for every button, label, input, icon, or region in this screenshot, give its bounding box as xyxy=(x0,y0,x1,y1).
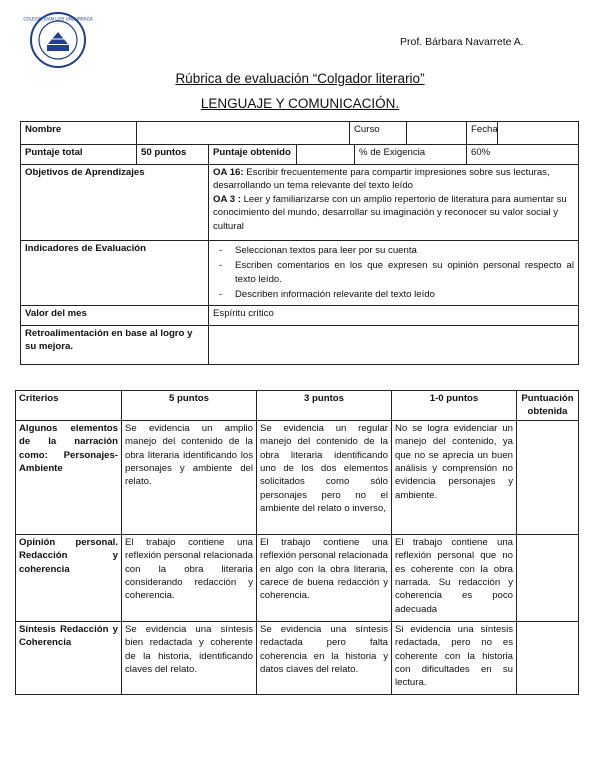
exigencia-label: % de Exigencia xyxy=(355,145,467,165)
table-row xyxy=(16,420,579,534)
level-1-cell: El trabajo contiene una reflexión personal que no es coherente con la obra narrada. Su redacción y coherencia es poco adecuada xyxy=(392,534,517,621)
indicador-item: - Describen información relevante del texto leído xyxy=(235,288,574,301)
retro-label: Retroalimentación en base al logro y su mejora. xyxy=(21,325,209,364)
score-cell[interactable] xyxy=(517,420,579,534)
rubric-header-row xyxy=(16,391,579,421)
row-objetivos xyxy=(21,165,579,241)
oa16-text: OA 16: Escribir frecuentemente para compartir impresiones sobre sus lecturas, desarrollando un tema relevante del texto leído xyxy=(213,167,550,192)
author-name: Prof. Bárbara Navarrete A. xyxy=(400,36,524,48)
level-3-cell: Se evidencia una síntesis redactada pero falta coherencia en la historia y datos claves del relato. xyxy=(257,621,392,694)
header-3-puntos: 3 puntos xyxy=(257,391,392,421)
header-puntuacion: Puntuación obtenida xyxy=(517,391,579,421)
student-info-table xyxy=(20,121,579,365)
level-1-cell: Si evidencia una síntesis redactada, pero no es coherente con la historia con dificultades en su lectura. xyxy=(392,621,517,694)
valor-value: Espíritu crítico xyxy=(209,305,579,325)
fecha-label: Fecha xyxy=(467,122,498,145)
page-subtitle: LENGUAJE Y COMUNICACIÓN. xyxy=(200,96,400,111)
indicadores-content xyxy=(209,241,579,306)
table-row xyxy=(16,621,579,694)
curso-label: Curso xyxy=(350,122,407,145)
indicadores-label: Indicadores de Evaluación xyxy=(21,241,209,306)
row-valor xyxy=(21,305,579,325)
criterion-cell: Algunos elementos de la narración como: Personajes-Ambiente xyxy=(16,420,122,534)
page-title: Rúbrica de evaluación “Colgador literario” xyxy=(175,71,425,86)
indicador-item: - Escriben comentarios en los que expresen su opinión personal respecto al texto leído. xyxy=(235,259,574,286)
rubric-table xyxy=(15,390,579,695)
fecha-field[interactable] xyxy=(498,122,579,145)
row-retroalimentacion xyxy=(21,325,579,364)
logo-text: COLEGIO JUAN LUIS UNDURRAGA xyxy=(23,16,93,22)
retro-field[interactable] xyxy=(209,325,579,364)
exigencia-value: 60% xyxy=(467,145,579,165)
objetivos-label: Objetivos de Aprendizajes xyxy=(21,165,209,241)
level-3-cell: El trabajo contiene una reflexión personal relacionada en algo con la obra literaria, carece de buena redacción y coherencia. xyxy=(257,534,392,621)
puntaje-obtenido-field[interactable] xyxy=(297,145,355,165)
criterion-cell: Opinión personal. Redacción y coherencia xyxy=(16,534,122,621)
level-5-cell: Se evidencia un amplio manejo del contenido de la obra literaria identificando los personajes y ambiente del relato. xyxy=(122,420,257,534)
level-5-cell: El trabajo contiene una reflexión personal relacionada con la obra literaria considerando redacción y coherencia. xyxy=(122,534,257,621)
row-puntaje xyxy=(21,145,579,165)
valor-label: Valor del mes xyxy=(21,305,209,325)
score-cell[interactable] xyxy=(517,534,579,621)
row-nombre xyxy=(21,122,579,145)
nombre-field[interactable] xyxy=(137,122,350,145)
header-1-0-puntos: 1-0 puntos xyxy=(392,391,517,421)
puntaje-total-label: Puntaje total xyxy=(21,145,137,165)
row-indicadores xyxy=(21,241,579,306)
level-5-cell: Se evidencia una síntesis bien redactada y coherente de la historia, identificando claves del relato. xyxy=(122,621,257,694)
header-criterios: Criterios xyxy=(16,391,122,421)
indicador-item: - Seleccionan textos para leer por su cuenta xyxy=(235,244,574,257)
puntaje-total-value: 50 puntos xyxy=(137,145,209,165)
puntaje-obtenido-label: Puntaje obtenido xyxy=(209,145,297,165)
level-1-cell: No se logra evidenciar un manejo del contenido, ya que no se aprecia un buen análisis y comprensión no evidencia personajes y ambiente. xyxy=(392,420,517,534)
oa3-text: OA 3 : Leer y familiarizarse con un amplio repertorio de literatura para aumentar su conocimiento del mundo, desarrollar su imaginación y reconocer su valor social y cultural xyxy=(213,193,567,232)
curso-field[interactable] xyxy=(407,122,467,145)
objetivos-content xyxy=(209,165,579,241)
school-logo xyxy=(23,12,93,68)
score-cell[interactable] xyxy=(517,621,579,694)
criterion-cell: Síntesis Redacción y Coherencia xyxy=(16,621,122,694)
nombre-label: Nombre xyxy=(21,122,137,145)
header-5-puntos: 5 puntos xyxy=(122,391,257,421)
level-3-cell: Se evidencia un regular manejo del contenido de la obra literaria identificando uno de los dos elementos solicitados como sólo personajes pero no el ambiente del relato o inverso, xyxy=(257,420,392,534)
table-row xyxy=(16,534,579,621)
